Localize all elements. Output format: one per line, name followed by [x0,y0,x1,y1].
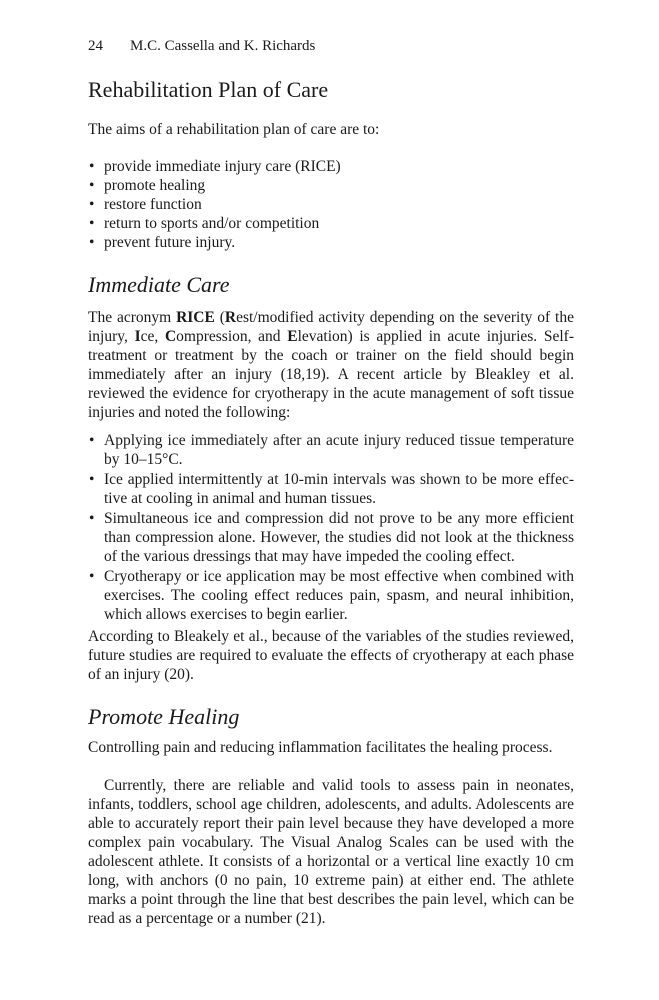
list-item: • Cryotherapy or ice application may be most effective when combined with exercises. The cooling effect reduces pain, spasm, and neural inhibition, which allows exercises to begin earlier. [89,568,574,623]
list-item: • prevent future injury. [89,234,236,251]
aims-list [88,157,574,252]
bullet-icon: • [89,177,95,194]
healing-paragraph-2: Currently, there are reliable and valid tools to assess pain in neonates, infants, toddlers, school age children, adolescents, and adults. Adolescents are able to accurately report their pain level because they have developed a more complex pain vocabulary. The Visual Analog Scales can be used with the adolescent athlete. It consists of a horizontal or a vertical line exactly 10 cm long, with anchors (0 no pain, 10 extreme pain) at either end. The athlete marks a point through the line that best describes the pain level, which can be read as a percentage or a number (21). [88,777,574,927]
bullet-icon: • [89,196,95,213]
bullet-icon: • [89,234,95,251]
list-item: • promote healing [89,177,206,194]
bullet-icon: • [89,471,95,488]
list-item: • Applying ice immediately after an acute injury reduced tissue temperature by 10–15°C. [89,432,574,468]
list-item: • provide immediate injury care (RICE) [89,158,341,175]
list-item: • Ice applied intermittently at 10-min intervals was shown to be more effective at cooling in animal and human tissues. [89,471,574,507]
rehab-intro-paragraph: The aims of a rehabilitation plan of care are to: [88,121,380,138]
section-title-immediate-care: Immediate Care [88,272,230,297]
cryotherapy-findings-list [88,431,574,625]
bullet-icon: • [89,568,95,585]
bullet-icon: • [89,215,95,232]
running-head [88,38,315,55]
bullet-icon: • [89,510,95,527]
section-title-promote-healing: Promote Healing [88,704,240,729]
list-item: • return to sports and/or competition [89,215,320,232]
running-head-authors: M.C. Cassella and K. Richards [130,38,316,54]
page-number: 24 [88,38,103,54]
healing-paragraph-1: Controlling pain and reducing inflammation facilitates the healing process. [88,739,553,756]
list-item: • restore function [89,196,202,213]
rice-acronym: RICE [176,309,215,326]
bullet-icon: • [89,432,95,449]
list-item: • Simultaneous ice and compression did not prove to be any more efficient than compression alone. However, the studies did not look at the thickness of the various dressings that may have impeded the cooling effect. [89,510,574,565]
section-title-rehabilitation: Rehabilitation Plan of Care [88,77,329,102]
bleakely-paragraph: According to Bleakely et al., because of the variables of the studies reviewed, future studies are required to evaluate the effects of cryotherapy at each phase of an injury (20). [88,628,574,683]
rice-paragraph: The acronym RICE (Rest/modified activity depending on the severity of the injury, Ice, Compression, and Elevation) is applied in acute injuries. Self-treatment or treatment by the coach or trainer on the field should begin immediately after an injury (18,19). A recent article by Bleakley et al. reviewed the evidence for cryotherapy in the acute management of soft tissue injuries and noted the following: [88,309,574,421]
bullet-icon: • [89,158,95,175]
